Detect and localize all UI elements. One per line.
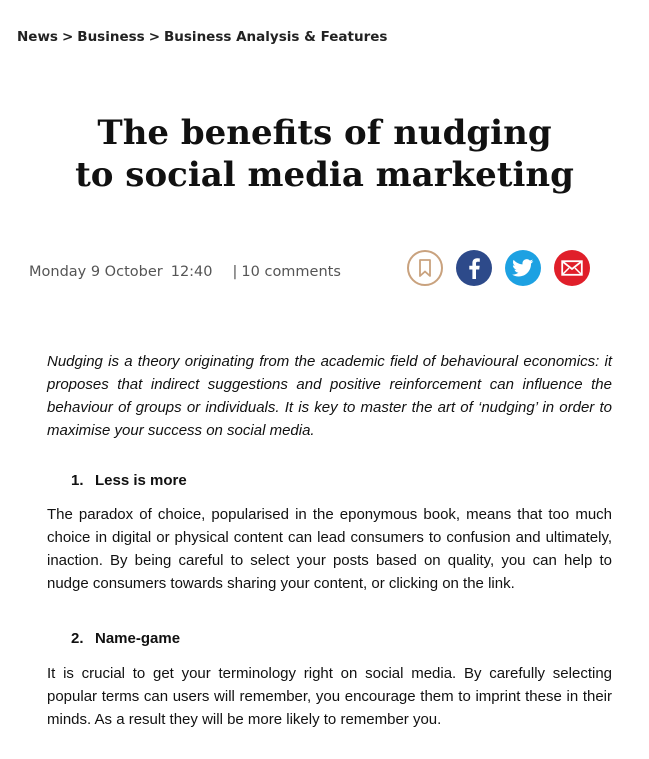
article-meta <box>29 264 341 280</box>
section-paragraph: It is crucial to get your terminology right on social media. By carefully selecting popular terms can users will remember, you encourage them to imprint these in their minds. As a result they will be more likely to remember you. <box>47 665 612 728</box>
section-heading-text: Less is more <box>95 472 187 489</box>
section-heading <box>71 472 187 489</box>
breadcrumb-analysis-link[interactable]: Business Analysis & Features <box>164 29 388 45</box>
article-date: Monday 9 October <box>29 264 163 280</box>
bookmark-icon[interactable] <box>407 250 443 286</box>
section-number: 1. <box>71 472 84 489</box>
email-icon[interactable] <box>554 250 590 286</box>
article-title <box>0 112 649 196</box>
section-heading-text: Name-game <box>95 630 181 647</box>
comments-link[interactable]: 10 comments <box>241 264 341 280</box>
meta-divider: | <box>232 264 238 280</box>
article-lead: Nudging is a theory originating from the academic field of behavioural economics: it proposes that indirect suggestions and positive reinforcement can influence the behaviour of groups or individuals. It is key to master the art of ‘nudging’ in order to maximise your success on social media. <box>47 353 612 439</box>
article-title-line-1: The benefits of nudging <box>97 113 552 153</box>
section-number: 2. <box>71 630 84 647</box>
breadcrumb-separator: > <box>61 29 74 45</box>
share-bar <box>407 250 590 286</box>
section-heading <box>71 630 180 647</box>
facebook-icon[interactable] <box>456 250 492 286</box>
breadcrumb-news-link[interactable]: News <box>17 29 58 45</box>
section-paragraph: The paradox of choice, popularised in the eponymous book, means that too much choice in digital or physical content can lead consumers to confusion and ultimately, inaction. By being careful to select your posts based on quality, you can help to nudge consumers towards sharing your content, or clicking on the link. <box>47 506 612 592</box>
article-time: 12:40 <box>170 264 213 280</box>
breadcrumb-business-link[interactable]: Business <box>77 29 145 45</box>
twitter-icon[interactable] <box>505 250 541 286</box>
breadcrumb <box>17 29 387 45</box>
article-title-line-2: to social media marketing <box>75 155 574 195</box>
breadcrumb-separator: > <box>148 29 160 45</box>
